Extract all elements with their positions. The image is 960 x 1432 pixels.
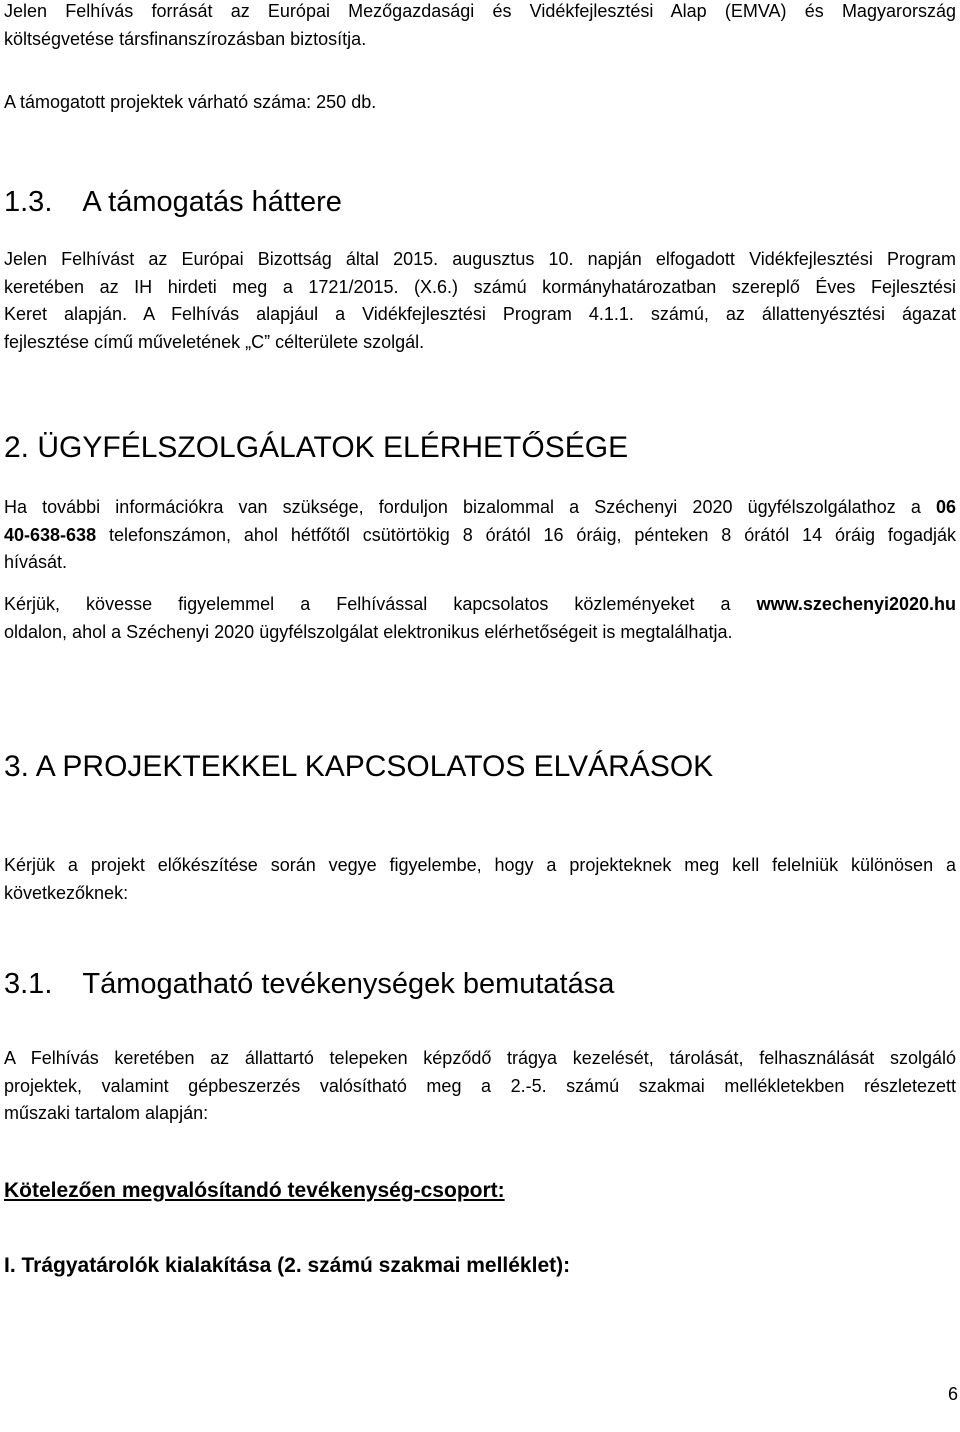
- body-line: műszaki tartalom alapján:: [4, 1103, 209, 1123]
- section-3-1-heading: [4, 967, 614, 1001]
- body-line: hívását.: [4, 552, 68, 572]
- section-3-1-body: [4, 1045, 956, 1128]
- phone-prefix: 06: [935, 497, 956, 517]
- body-line: [4, 522, 956, 550]
- section-title: Támogatható tevékenységek bemutatása: [82, 968, 615, 1000]
- section-3-heading: 3. A PROJEKTEKKEL KAPCSOLATOS ELVÁRÁSOK: [4, 750, 714, 783]
- body-line: [4, 591, 956, 619]
- section-2-heading: 2. ÜGYFÉLSZOLGÁLATOK ELÉRHETŐSÉGE: [4, 431, 629, 464]
- section-title: A támogatás háttere: [82, 186, 342, 218]
- body-line: A Felhívás keretében az állattartó telepeken képződő trágya kezelését, tárolását, felhasználását szolgáló: [4, 1048, 956, 1068]
- section-2-contact-paragraph: [4, 494, 956, 577]
- body-line: keretében az IH hirdeti meg a 1721/2015. (X.6.) számú kormányhatározatban szereplő Éves Fejlesztési: [4, 276, 956, 297]
- body-line: következőknek:: [4, 882, 129, 903]
- body-text: telefonszámon, ahol hétfőtől csütörtökig 8 órától 16 óráig, pénteken 8 órától 14 óráig fogadják: [96, 524, 956, 545]
- section-3-body: [4, 852, 956, 907]
- body-line: Keret alapján. A Felhívás alapjául a Vidékfejlesztési Program 4.1.1. számú, az állattenyésztési ágazat: [4, 304, 956, 324]
- mandatory-group-heading: Kötelezően megvalósítandó tevékenység-csoport:: [4, 1179, 505, 1202]
- section-number: 1.3.: [4, 186, 53, 218]
- body-line: [4, 494, 956, 522]
- section-1-3-body: [4, 246, 956, 356]
- expected-projects-text: A támogatott projektek várható száma: 250 db.: [4, 92, 377, 112]
- page-number: 6: [947, 1384, 958, 1404]
- funding-line: költségvetése társfinanszírozásban biztosítja.: [4, 28, 367, 49]
- section-number: 3.1.: [4, 968, 53, 1000]
- item-i-heading: I. Trágyatárolók kialakítása (2. számú szakmai melléklet):: [4, 1254, 571, 1277]
- body-line: Jelen Felhívást az Európai Bizottság által 2015. augusztus 10. napján elfogadott Vidékfejlesztési Program: [4, 249, 956, 269]
- body-text: Ha további információkra van szüksége, forduljon bizalommal a Széchenyi 2020 ügyfélszolgálathoz a: [4, 497, 936, 517]
- expected-projects: [4, 89, 956, 117]
- funding-paragraph: [4, 0, 956, 53]
- body-line: fejlesztése című műveletének „C” célterülete szolgál.: [4, 331, 425, 352]
- body-line: Kérjük a projekt előkészítése során vegye figyelembe, hogy a projekteknek meg kell felelniük különösen a: [4, 855, 956, 875]
- body-line: projektek, valamint gépbeszerzés valósítható meg a 2.-5. számú szakmai mellékletekben részletezett: [4, 1075, 956, 1096]
- website-link[interactable]: www.szechenyi2020.hu: [756, 594, 956, 614]
- phone-number: 40-638-638: [4, 524, 97, 545]
- funding-line: Jelen Felhívás forrását az Európai Mezőgazdasági és Vidékfejlesztési Alap (EMVA) és Magyarország: [4, 1, 956, 21]
- body-text: Kérjük, kövesse figyelemmel a Felhívással kapcsolatos közleményeket a: [4, 594, 757, 614]
- section-1-3-heading: [4, 185, 342, 219]
- body-line: oldalon, ahol a Széchenyi 2020 ügyfélszolgálat elektronikus elérhetőségeit is megtalálhatja.: [4, 621, 733, 642]
- section-2-website-paragraph: [4, 591, 956, 646]
